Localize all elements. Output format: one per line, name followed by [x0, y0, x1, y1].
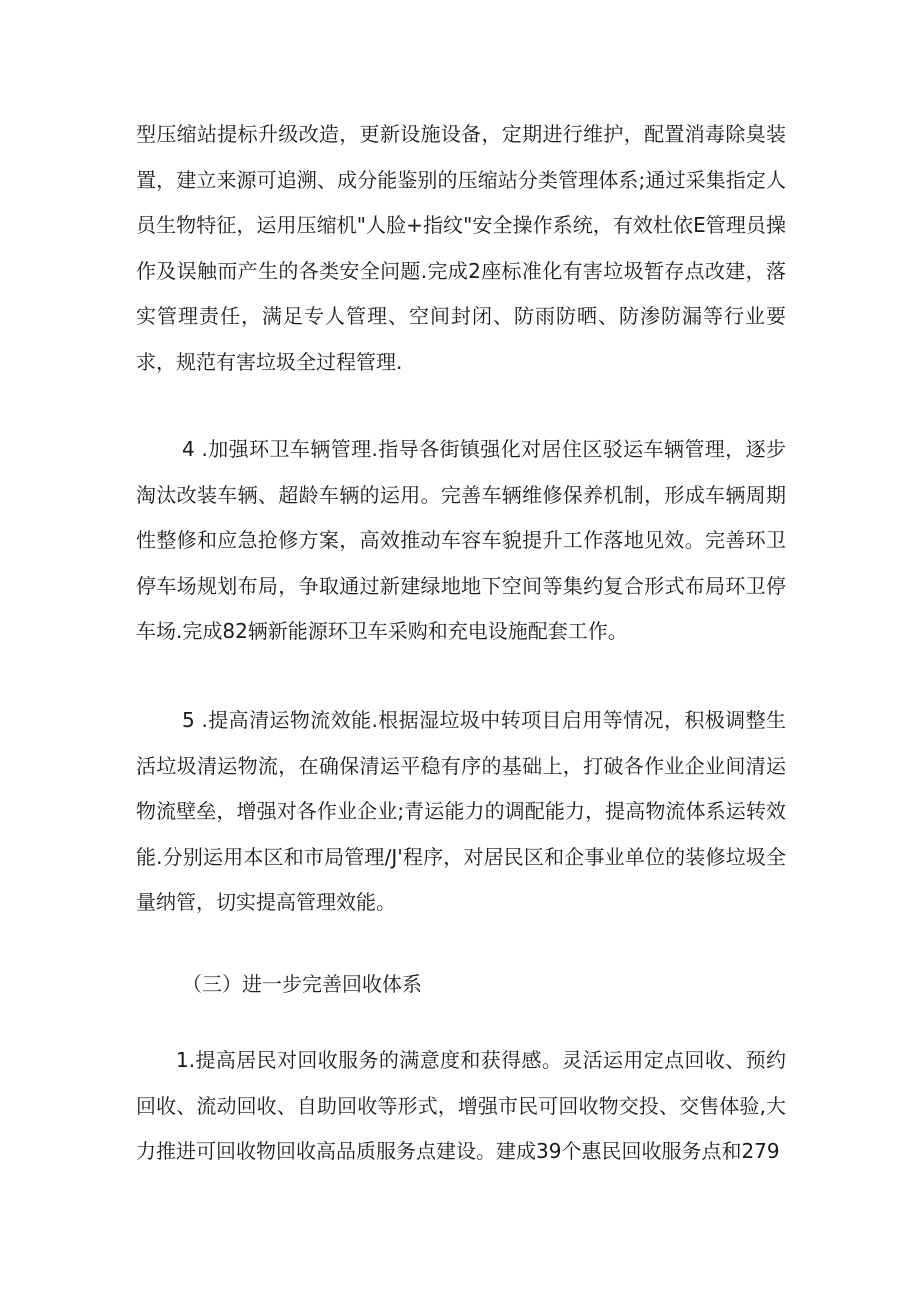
paragraph-recycling-service: 1.提高居民对回收服务的满意度和获得感。灵活运用定点回收、预约回收、流动回收、自助回收等形式，增强市民可回收物交投、交售体验,大力推进可回收物回收高品质服务点建设。建成39个惠民回收服务点和279	[136, 1048, 786, 1163]
section-heading: （三）进一步完善回收体系	[182, 972, 422, 996]
paragraph-sanitation-vehicles: 4 .加强环卫车辆管理.指导各街镇强化对居住区驳运车辆管理，逐步淘汰改装车辆、超龄车辆的运用。完善车辆维修保养机制，形成车辆周期性整修和应急抢修方案，高效推动车容车貌提升工作落地见效。完善环卫停车场规划布局，争取通过新建绿地地下空间等集约复合形式布局环卫停车场.完成82辆新能源环卫车采购和充电设施配套工作。	[136, 437, 786, 643]
paragraph-logistics-efficiency: 5 .提高清运物流效能.根据湿垃圾中转项目启用等情况，积极调整生活垃圾清运物流，在确保清运平稳有序的基础上，打破各作业企业间清运物流壁垒，增强对各作业企业;青运能力的调配能力，提高物流体系运转效能.分别运用本区和市局管理/J'程序，对居民区和企事业单位的装修垃圾全量纳管，切实提高管理效能。	[136, 708, 786, 914]
paragraph-compression-station: 型压缩站提标升级改造，更新设施设备，定期进行维护，配置消毒除臭装置，建立来源可追溯、成分能鉴别的压缩站分类管理体系;通过采集指定人员生物特征，运用压缩机"人脸+指纹"安全操作系统，有效杜依E管理员操作及误触而产生的各类安全问题.完成2座标准化有害垃圾暂存点改建，落实管理责任，满足专人管理、空间封闭、防雨防晒、防渗防漏等行业要求，规范有害垃圾全过程管理.	[136, 122, 786, 374]
